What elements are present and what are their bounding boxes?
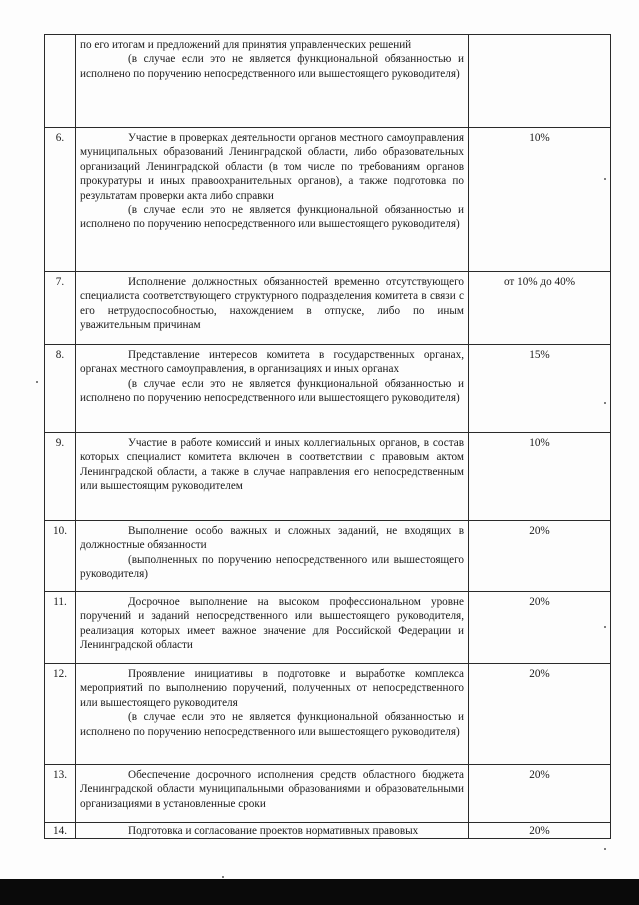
row-note: (в случае если это не является функциональной обязанностью и исполнено по поручению непосредственного или вышестоящего руководителя) <box>80 53 464 80</box>
row-text: Подготовка и согласование проектов нормативных правовых <box>128 825 419 837</box>
table-row <box>45 128 611 272</box>
row-value: 15% <box>469 345 611 433</box>
row-description <box>76 433 469 521</box>
row-value: 20% <box>469 592 611 664</box>
scan-speck <box>222 876 224 878</box>
row-note: (в случае если это не является функциональной обязанностью и исполнено по поручению непосредственного или вышестоящего руководителя) <box>80 711 464 738</box>
row-text: Выполнение особо важных и сложных заданий, не входящих в должностные обязанности <box>80 525 464 552</box>
row-text: Исполнение должностных обязанностей временно отсутствующего специалиста соответствующего структурного подразделения комитета в связи с его нетрудоспособностью, нахождением в отпуске, либо по иным уважительным причинам <box>80 276 464 332</box>
table-row <box>45 521 611 592</box>
row-number: 12. <box>45 664 76 765</box>
allowance-table <box>44 34 611 839</box>
row-number: 14. <box>45 823 76 839</box>
row-number: 11. <box>45 592 76 664</box>
row-text: Обеспечение досрочного исполнения средств областного бюджета Ленинградской области муниципальными образованиями и образовательными организациями в установленные сроки <box>80 769 464 810</box>
row-description <box>76 35 469 128</box>
row-description <box>76 664 469 765</box>
row-number: 10. <box>45 521 76 592</box>
table-row <box>45 272 611 345</box>
row-note: (выполненных по поручению непосредственного или вышестоящего руководителя) <box>80 553 464 581</box>
row-description <box>76 521 469 592</box>
row-number: 13. <box>45 765 76 823</box>
row-number: 9. <box>45 433 76 521</box>
table-row <box>45 35 611 128</box>
row-value <box>469 35 611 128</box>
row-value: 10% <box>469 433 611 521</box>
row-description <box>76 345 469 433</box>
row-description <box>76 272 469 345</box>
row-text: Проявление инициативы в подготовке и выработке комплекса мероприятий по выполнению поручений, полученных от непосредственного или вышестоящего руководителя <box>80 668 464 709</box>
row-text: Досрочное выполнение на высоком профессиональном уровне поручений и заданий непосредственного или вышестоящего руководителя, реализация которых имеет важное значение для Российской Федерации и Ленинградской области <box>80 596 464 652</box>
row-number: 6. <box>45 128 76 272</box>
table-row <box>45 433 611 521</box>
scan-speck <box>36 381 38 383</box>
row-number: 7. <box>45 272 76 345</box>
row-value: от 10% до 40% <box>469 272 611 345</box>
scan-speck <box>604 848 606 850</box>
table-row <box>45 345 611 433</box>
row-number <box>45 35 76 128</box>
row-value: 20% <box>469 765 611 823</box>
table-row <box>45 664 611 765</box>
scan-border <box>0 879 639 905</box>
row-description <box>76 592 469 664</box>
row-text: Представление интересов комитета в государственных органах, органах местного самоуправления, в организациях и иных органах <box>80 349 464 376</box>
row-description <box>76 128 469 272</box>
row-value: 20% <box>469 823 611 839</box>
row-value: 20% <box>469 664 611 765</box>
scan-speck <box>604 402 606 404</box>
scan-speck <box>604 178 606 180</box>
table-row <box>45 765 611 823</box>
row-description <box>76 823 469 839</box>
row-value: 20% <box>469 521 611 592</box>
row-text: Участие в проверках деятельности органов местного самоуправления муниципальных образований Ленинградской области, либо образовательных организаций Ленинградской области (в том числе по требованиям органов прокуратуры и иных правоохранительных органов), а также подготовка по результатам проверки акта либо справки <box>80 132 464 202</box>
row-text: по его итогам и предложений для принятия управленческих решений <box>80 39 412 51</box>
row-description <box>76 765 469 823</box>
row-note: (в случае если это не является функциональной обязанностью и исполнено по поручению непосредственного или вышестоящего руководителя) <box>80 204 464 231</box>
row-note: (в случае если это не является функциональной обязанностью и исполнено по поручению непосредственного или вышестоящего руководителя) <box>80 377 464 405</box>
row-text: Участие в работе комиссий и иных коллегиальных органов, в состав которых специалист комитета включен в соответствии с правовым актом Ленинградской области, а также в случае направления его непосредственным или вышестоящим руководителем <box>80 437 464 493</box>
row-value: 10% <box>469 128 611 272</box>
row-number: 8. <box>45 345 76 433</box>
table-row <box>45 823 611 839</box>
scan-speck <box>604 626 606 628</box>
table-row <box>45 592 611 664</box>
